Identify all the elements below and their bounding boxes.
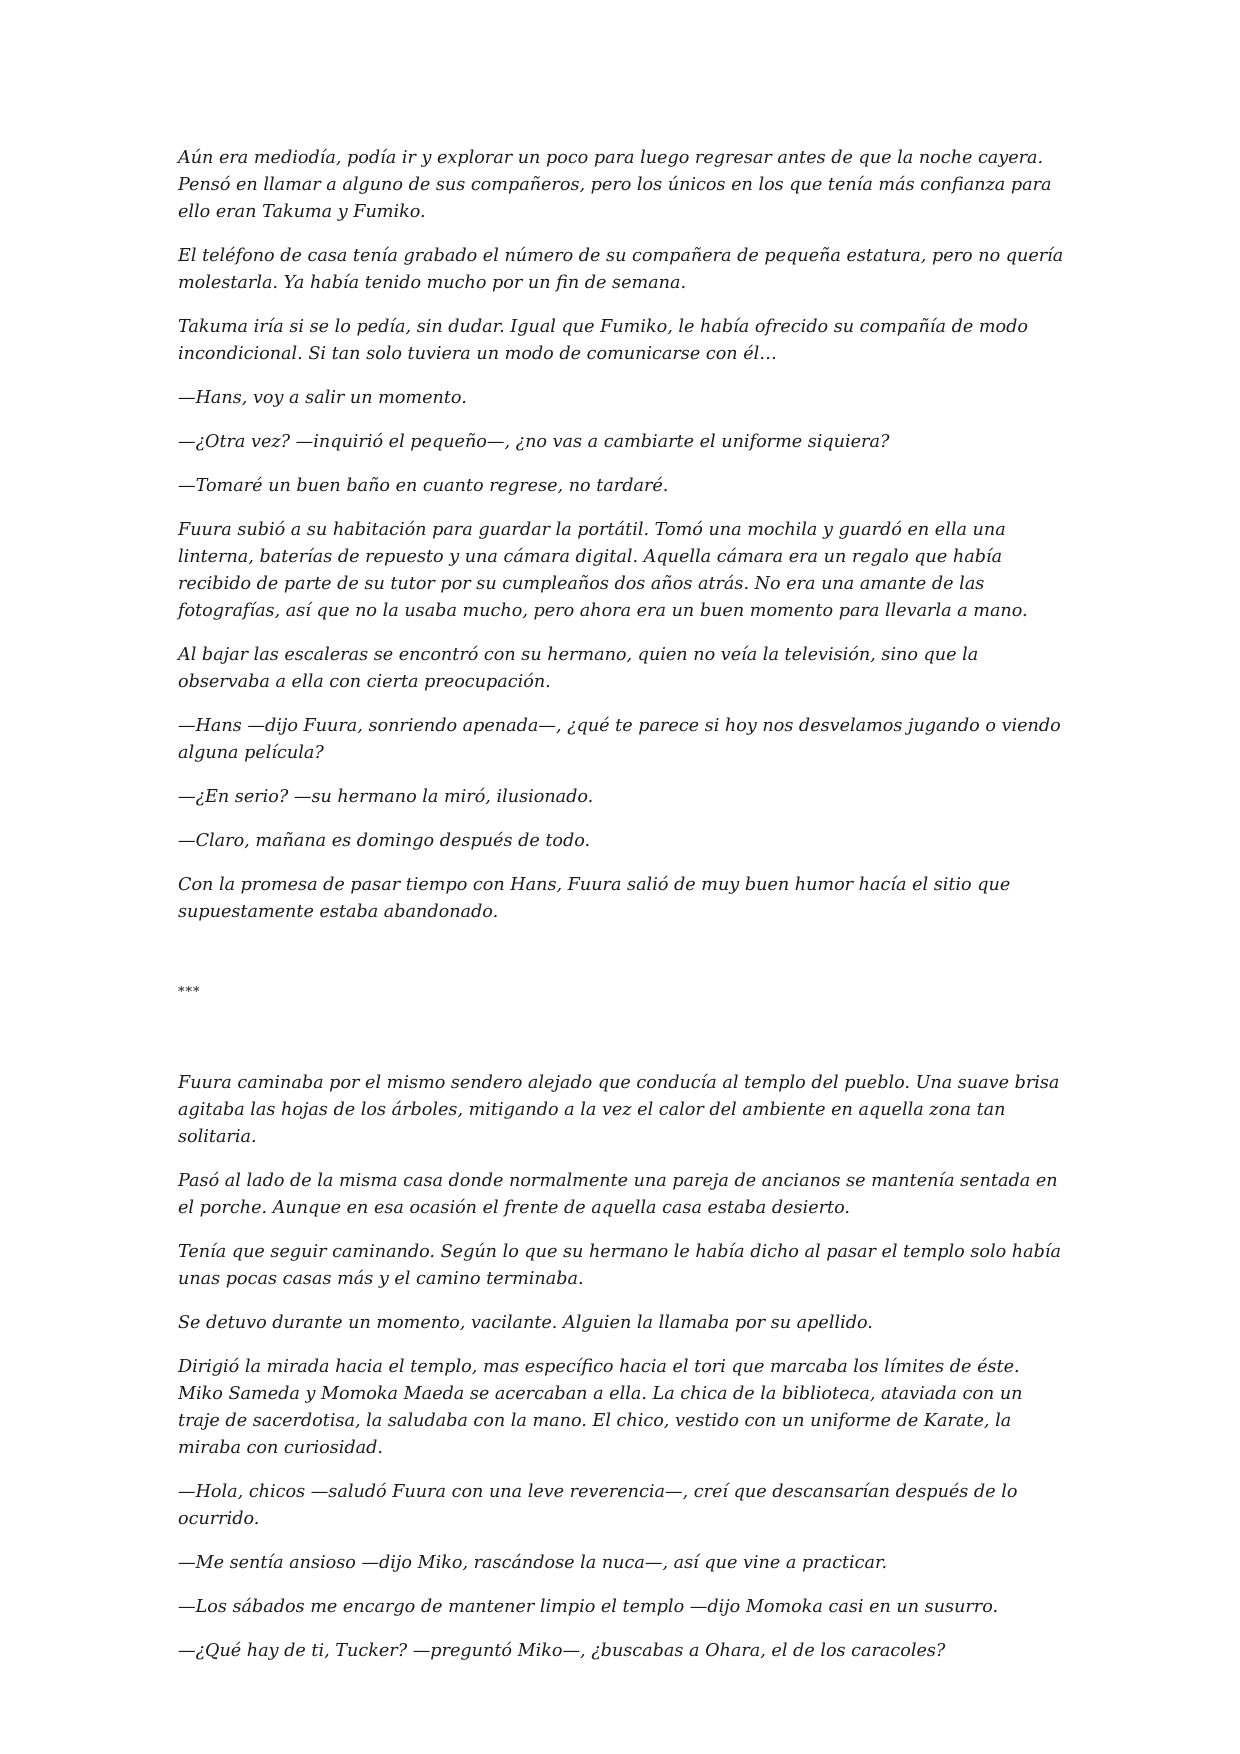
paragraph: El teléfono de casa tenía grabado el número de su compañera de pequeña estatura, pero no quería molestarla. Ya había tenido mucho por un fin de semana. xyxy=(178,246,1064,293)
paragraph: Takuma iría si se lo pedía, sin dudar. Igual que Fumiko, le había ofrecido su compañía de modo incondicional. Si tan solo tuviera un modo de comunicarse con él… xyxy=(178,317,1028,364)
dialogue-line: —¿Otra vez? —inquirió el pequeño—, ¿no vas a cambiarte el uniforme siquiera? xyxy=(178,432,890,452)
paragraph: Tenía que seguir caminando. Según lo que su hermano le había dicho al pasar el templo solo había unas pocas casas más y el camino terminaba. xyxy=(178,1242,1061,1289)
section-2 xyxy=(178,1070,1068,1682)
dialogue-line: —Me sentía ansioso —dijo Miko, rascándose la nuca—, así que vine a practicar. xyxy=(178,1553,888,1573)
section-1 xyxy=(178,145,1068,943)
paragraph: Con la promesa de pasar tiempo con Hans, Fuura salió de muy buen humor hacía el sitio que supuestamente estaba abandonado. xyxy=(178,875,1011,922)
dialogue-line: —Hans —dijo Fuura, sonriendo apenada—, ¿qué te parece si hoy nos desvelamos jugando o viendo alguna película? xyxy=(178,716,1061,763)
dialogue-line: —Hans, voy a salir un momento. xyxy=(178,388,467,408)
dialogue-line: —Claro, mañana es domingo después de todo. xyxy=(178,831,591,851)
paragraph: Pasó al lado de la misma casa donde normalmente una pareja de ancianos se mantenía sentada en el porche. Aunque en esa ocasión el frente de aquella casa estaba desierto. xyxy=(178,1171,1058,1218)
paragraph: Fuura caminaba por el mismo sendero alejado que conducía al templo del pueblo. Una suave brisa agitaba las hojas de los árboles, mitigando a la vez el calor del ambiente en aquella zona tan solitaria. xyxy=(178,1073,1060,1147)
dialogue-line: —¿En serio? —su hermano la miró, ilusionado. xyxy=(178,787,594,807)
paragraph: Aún era mediodía, podía ir y explorar un poco para luego regresar antes de que la noche cayera. Pensó en llamar a alguno de sus compañeros, pero los únicos en los que tenía más confianza para ello eran Takuma y Fumiko. xyxy=(178,148,1052,222)
paragraph: Se detuvo durante un momento, vacilante. Alguien la llamaba por su apellido. xyxy=(178,1313,873,1333)
dialogue-line: —Los sábados me encargo de mantener limpio el templo —dijo Momoka casi en un susurro. xyxy=(178,1597,999,1617)
dialogue-line: —¿Qué hay de ti, Tucker? —preguntó Miko—, ¿buscabas a Ohara, el de los caracoles? xyxy=(178,1641,946,1661)
dialogue-line: —Tomaré un buen baño en cuanto regrese, no tardaré. xyxy=(178,476,669,496)
paragraph: Fuura subió a su habitación para guardar la portátil. Tomó una mochila y guardó en ella una linterna, baterías de repuesto y una cámara digital. Aquella cámara era un regalo que había recibido de parte de su tutor por su cumpleaños dos años atrás. No era una amante de las fotografías, así que no la usaba mucho, pero ahora era un buen momento para llevarla a mano. xyxy=(178,520,1028,621)
paragraph: Al bajar las escaleras se encontró con su hermano, quien no veía la televisión, sino que la observaba a ella con cierta preocupación. xyxy=(178,645,979,692)
paragraph: Dirigió la mirada hacia el templo, mas específico hacia el tori que marcaba los límites de éste. Miko Sameda y Momoka Maeda se acercaban a ella. La chica de la biblioteca, ataviada con un traje de sacerdotisa, la saludaba con la mano. El chico, vestido con un uniforme de Karate, la miraba con curiosidad. xyxy=(178,1357,1023,1458)
dialogue-line: —Hola, chicos —saludó Fuura con una leve reverencia—, creí que descansarían después de lo ocurrido. xyxy=(178,1482,1018,1529)
scene-separator: *** xyxy=(178,985,201,1000)
